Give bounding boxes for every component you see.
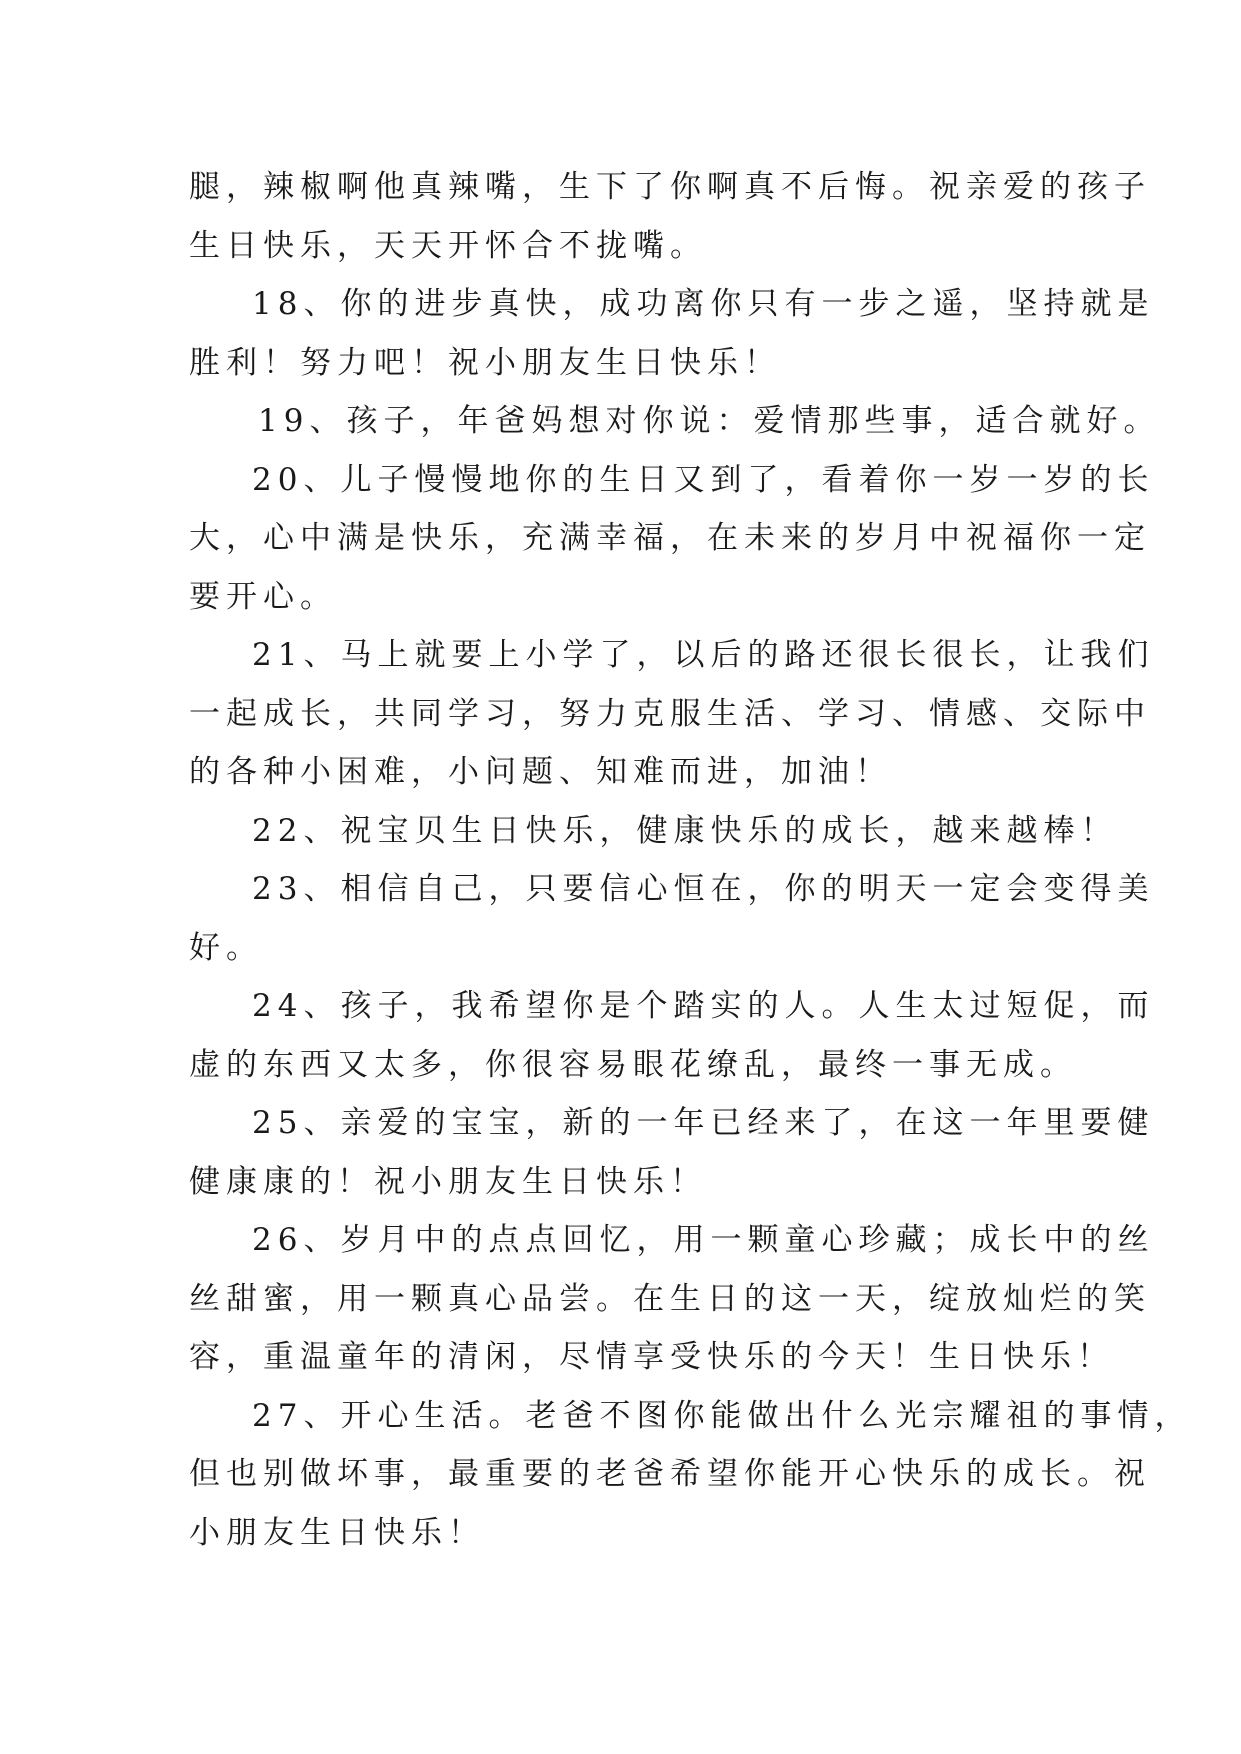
text-line: 小朋友生日快乐！ [189,1515,485,1551]
text-line: 丝甜蜜，用一颗真心品尝。在生日的这一天，绽放灿烂的笑 [189,1281,1151,1317]
text-line: 大，心中满是快乐，充满幸福，在未来的岁月中祝福你一定 [189,520,1151,556]
text-line: 容，重温童年的清闲，尽情享受快乐的今天！生日快乐！ [189,1339,1114,1375]
text-line: 18、你的进步真快，成功离你只有一步之遥，坚持就是 [252,286,1155,322]
text-line: 26、岁月中的点点回忆，用一颗童心珍藏；成长中的丝 [252,1222,1155,1258]
text-line: 虚的东西又太多，你很容易眼花缭乱，最终一事无成。 [189,1047,1077,1083]
text-line: 19、孩子，年爸妈想对你说：爱情那些事，适合就好。 [258,403,1161,439]
text-line: 生日快乐，天天开怀合不拢嘴。 [189,228,707,264]
text-line: 健康康的！祝小朋友生日快乐！ [189,1164,707,1200]
text-line: 27、开心生活。老爸不图你能做出什么光宗耀祖的事情， [252,1398,1192,1434]
text-line: 24、孩子，我希望你是个踏实的人。人生太过短促，而 [252,988,1155,1024]
text-line: 但也别做坏事，最重要的老爸希望你能开心快乐的成长。祝 [189,1456,1151,1492]
text-line: 胜利！努力吧！祝小朋友生日快乐！ [189,345,781,381]
text-line: 的各种小困难，小问题、知难而进，加油！ [189,754,892,790]
text-line: 一起成长，共同学习，努力克服生活、学习、情感、交际中 [189,696,1151,732]
text-line: 21、马上就要上小学了，以后的路还很长很长，让我们 [252,637,1155,673]
text-line: 23、相信自己，只要信心恒在，你的明天一定会变得美 [252,871,1155,907]
text-line: 20、儿子慢慢地你的生日又到了，看着你一岁一岁的长 [252,462,1155,498]
text-line: 要开心。 [189,579,337,615]
text-line: 腿，辣椒啊他真辣嘴，生下了你啊真不后悔。祝亲爱的孩子 [189,169,1151,205]
text-line: 22、祝宝贝生日快乐，健康快乐的成长，越来越棒！ [252,813,1118,849]
text-line: 25、亲爱的宝宝，新的一年已经来了，在这一年里要健 [252,1105,1155,1141]
text-line: 好。 [189,930,263,966]
